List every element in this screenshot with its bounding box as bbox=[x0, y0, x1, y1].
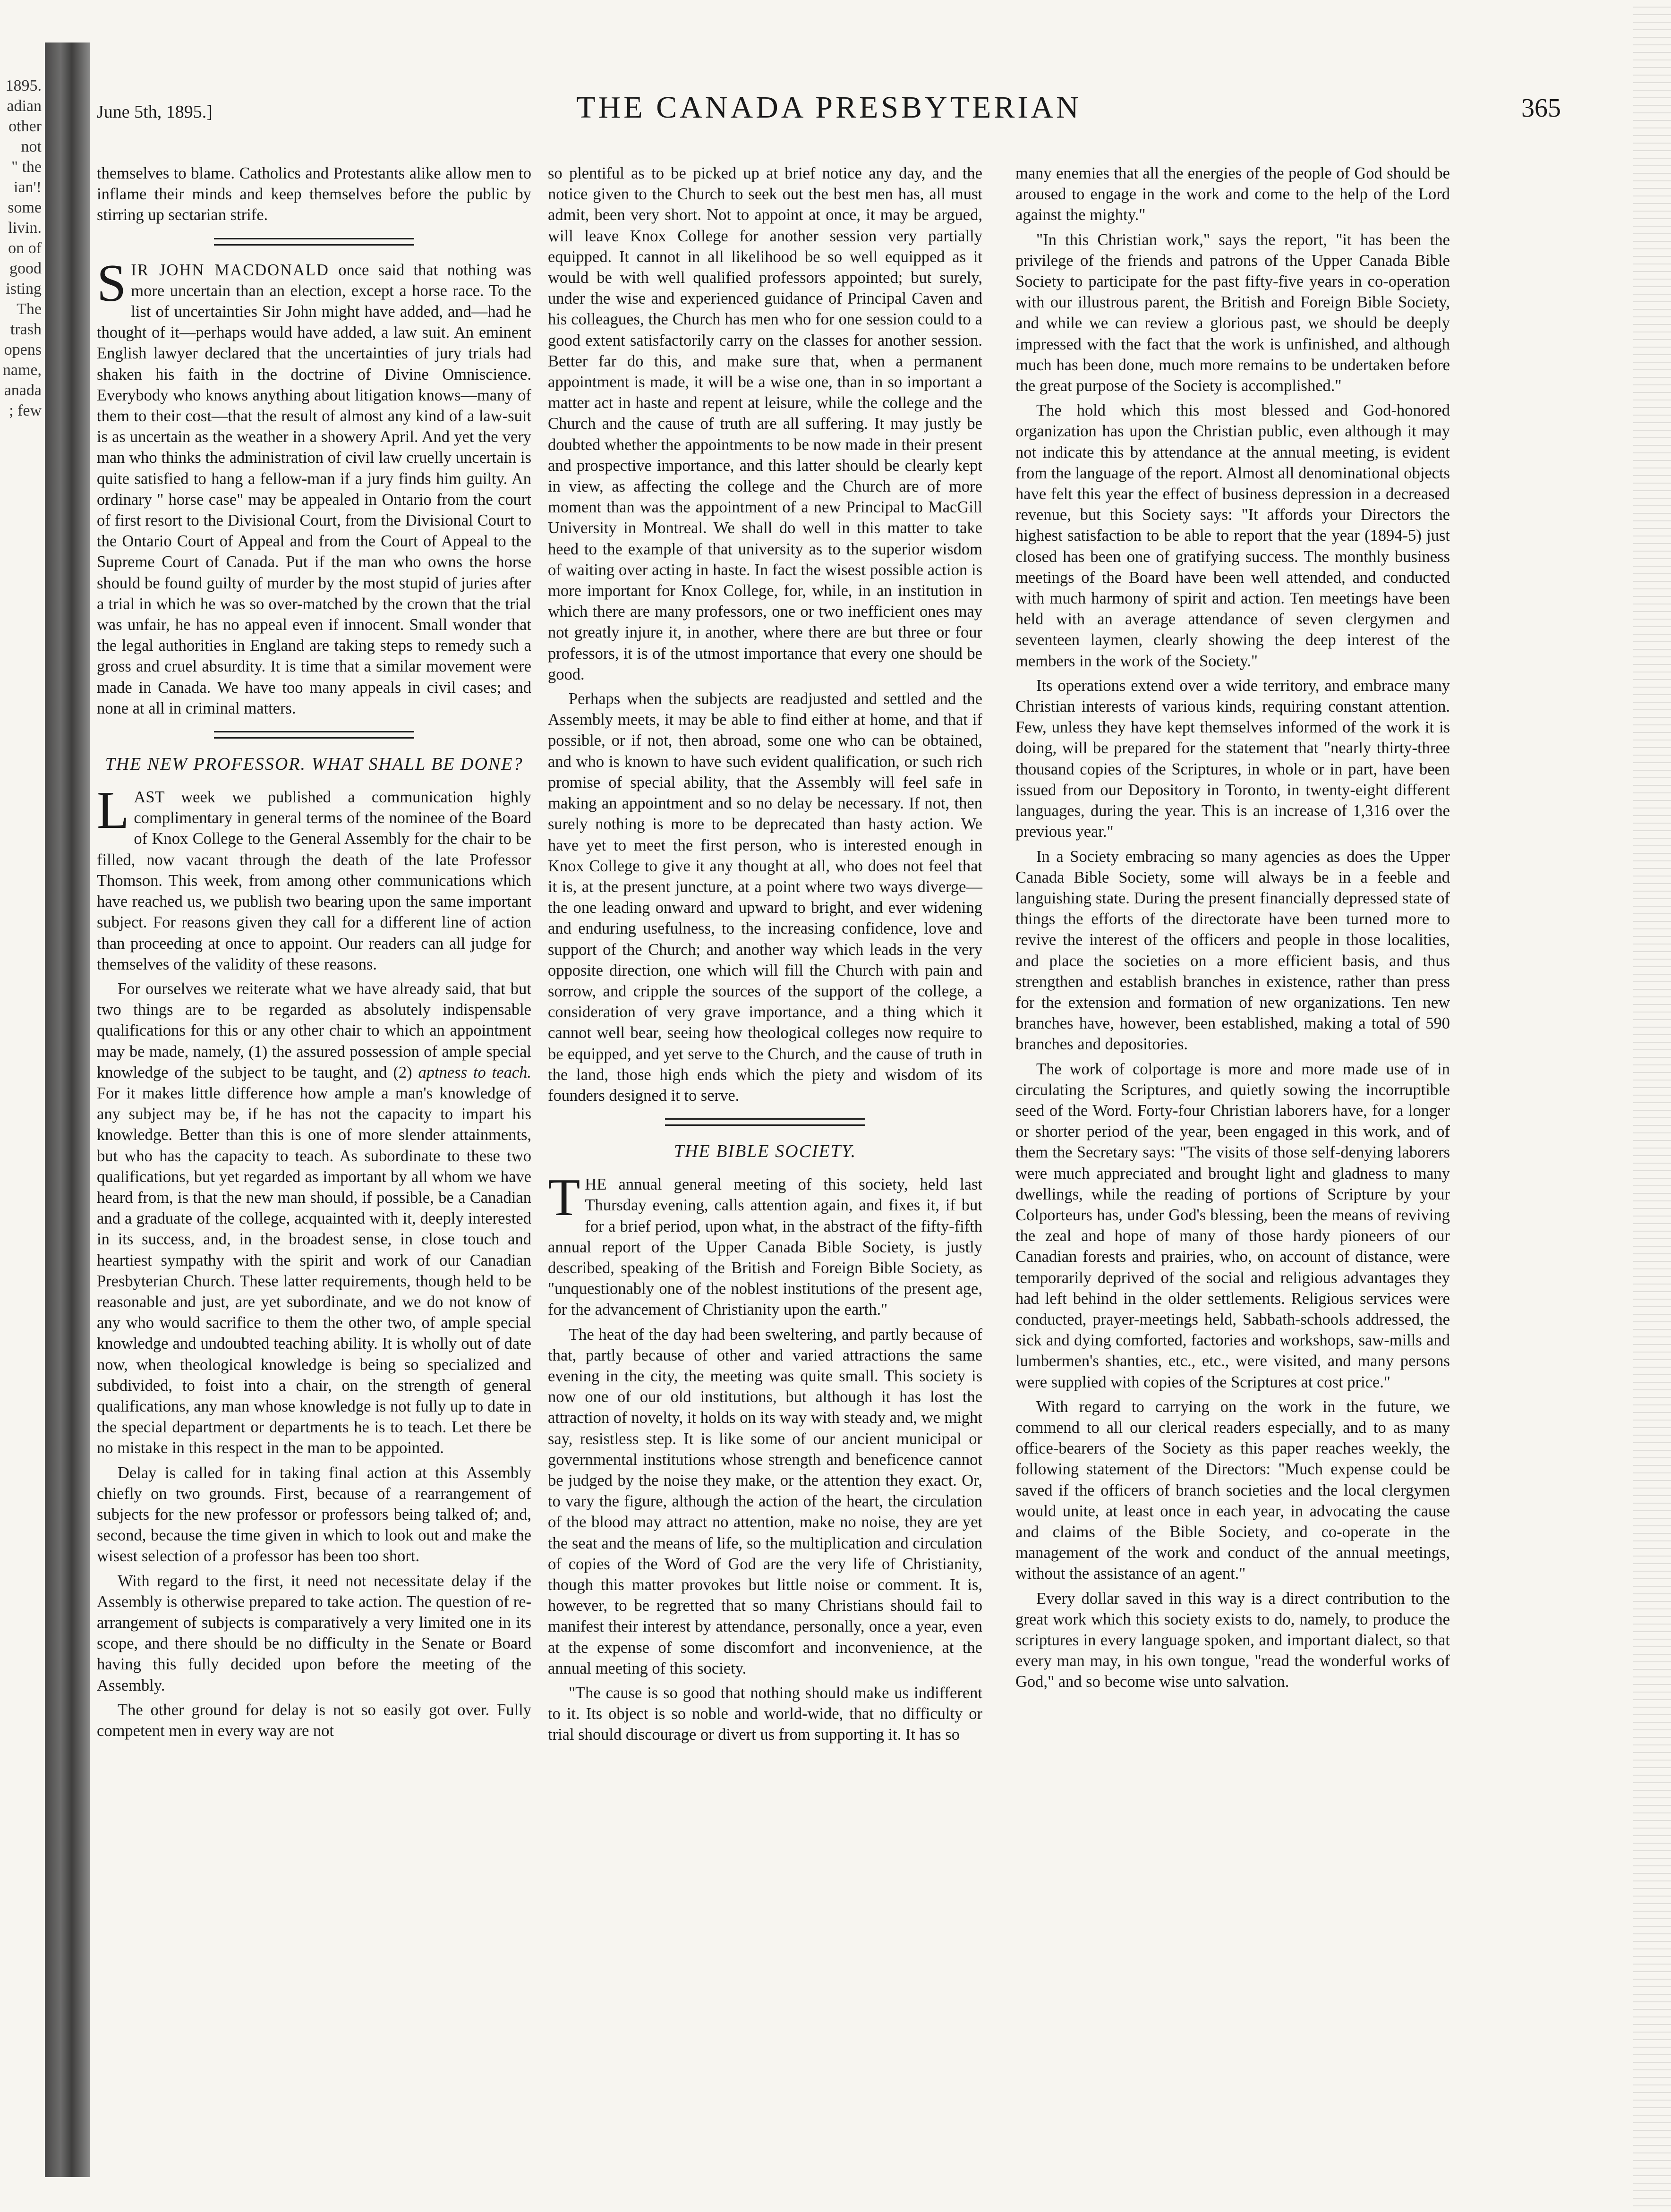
section-heading-bible-society: THE BIBLE SOCIETY. bbox=[674, 1141, 857, 1162]
paragraph-text: AST week we published a communication highly complimentary in general terms of the nominee of the Board of Knox College to the General Assembly for the chair to be filled, now vacant through the death of the late Professor Thomson. This week, from among other communications which have reached us, we publish two bearing upon the same important subject. For reasons given they call for a different line of action than proceeding at once to appoint. Our readers can all judge for themselves of the validity of these reasons. bbox=[97, 788, 531, 973]
bible-continuation-5: In a Society embracing so many agencies as does the Upper Canada Bible Society, some will always be in a feeble and languishing state. During the present financially depressed state of things the efforts of the directorate have been turned more to revive the interest of the officers and people in those localities, and place the societies on a more efficient basis, and thus strengthen and establish branches in existence, rather than press for the extension and formation of new organizations. Ten new branches have, however, been established, making a total of 590 branches and depositories. bbox=[1015, 847, 1450, 1054]
macdonald-paragraph bbox=[97, 254, 531, 719]
section-divider bbox=[665, 1118, 865, 1126]
bible-continuation-3: The hold which this most blessed and God-honored organization has upon the Christian public, even although it may not indicate this by attendance at the annual meeting, is evident from the language of the report. Almost all denominational objects have felt this year the effect of business depression in a decreased revenue, but this Society says: "It affords your Directors the highest satisfaction to be able to report that the year (1894-5) just closed has been one of gratifying success. The monthly business meetings of the Board have been well attended, and conducted with much harmony of spirit and action. Ten meetings have been held with an average attendance of seven clergymen and seventeen laymen, clearly showing the deep interest of the members in the work of the Society." bbox=[1015, 401, 1450, 670]
previous-page-fragment: adian bbox=[7, 97, 42, 115]
professor-continuation-2: Perhaps when the subjects are readjusted and settled and the Assembly meets, it may be able to find either at home, and that if possible, or if not, then abroad, some one who can be obtained, and who is known to have such evident qualification, or such rich promise of special ability, that the Assembly will feel safe in making an appointment and so no delay be necessary. If not, then surely nothing is more to be deprecated than hasty action. We have yet to meet the first person, who is interested enough in Knox College to give it any thought at all, who does not feel that it is, at the present juncture, at a point where two ways diverge—the one leading onward and upward to bright, and ever widening and enduring usefulness, to the increasing confidence, love and support of the Church; and another way which leads in the very opposite direction, one which will fill the Church with pain and sorrow, and cripple the sources of the support of the college, a consideration of very grave importance, and a thing which it cannot well bear, seeing how theological colleges now require to be equipped, and yet serve to the Church, and the cause of truth in the land, those high ends which the piety and wisdom of its founders designed it to serve. bbox=[548, 690, 982, 1105]
lead-in: IR JOHN MACDONALD bbox=[131, 261, 329, 279]
page-header bbox=[97, 87, 1561, 130]
paragraph-text: once said that nothing was more uncertain than an election, except a horse race. To the list of uncertainties Sir John might have added, and—had he thought of it—perhaps would have added, a law suit. An eminent English lawyer declared that the uncertainties of jury trials had shaken his faith in the doctrine of Divine Omniscience. Everybody who knows anything about litigation knows—many of them to their cost—that the result of almost any kind of a law-suit is as uncertain as the weather in a showery April. And yet the very man who thinks the administration of civil law cruelly uncertain is quite satisfied to hang a fellow-man if a jury finds him guilty. An ordinary " horse case" may be appealed in Ontario from the court of first resort to the Divisional Court, from the Divisional Court to the Ontario Court of Appeal and from the Court of Appeal to the Supreme Court of Canada. Put if the man who owns the horse should be found guilty of murder by the most stupid of juries after a trial in which he was so over-matched by the crown that the trial was unfair, he has no appeal even if innocent. Small wonder that the legal authorities in England are taking steps to remedy such a gross and cruel absurdity. It is time that a similar movement were made in Canada. We have too many appeals in civil cases; and none at all in criminal matters. bbox=[97, 261, 531, 717]
column-3 bbox=[1015, 163, 1450, 1696]
professor-paragraph-5: The other ground for delay is not so easily got over. Fully competent men in every way are not bbox=[97, 1701, 531, 1740]
page-binding-shadow bbox=[45, 43, 90, 2177]
professor-paragraph-1 bbox=[97, 781, 531, 975]
issue-date: June 5th, 1895.] bbox=[97, 102, 213, 122]
bible-continuation-7: With regard to carrying on the work in the future, we commend to all our clerical readers especially, and to as many office-bearers of the Society as this paper reaches weekly, the following statement of the Directors: "Much expense could be saved if the officers of branch societies and the local clergymen would unite, at least once in each year, in advocating the cause and claims of the Bible Society, and co-operate in the management of the work and conduct of the annual meetings, without the assistance of an agent." bbox=[1015, 1397, 1450, 1583]
previous-page-fragment: name, bbox=[2, 361, 42, 379]
previous-page-fragment: anada bbox=[4, 382, 42, 399]
professor-paragraph-4: With regard to the first, it need not necessitate delay if the Assembly is otherwise prepared to take action. The question of re-arrangement of subjects is comparatively a very limited one in its scope, and there should be no difficulty in the Senate or Board having this fully decided upon before the meeting of the Assembly. bbox=[97, 1572, 531, 1694]
section-divider bbox=[214, 238, 414, 246]
bible-continuation-2: "In this Christian work," says the report, "it has been the privilege of the friends and patrons of the Upper Canada Bible Society to participate for the past fifty-five years in co-operation with our illustrous parent, the British and Foreign Bible Society, and while we can review a glorious past, we should be deeply impressed with the fact that the work is unfinished, and although much has been done, much more remains to be undertaken before the great purpose of the Society is accomplished." bbox=[1015, 230, 1450, 395]
bible-continuation-6: The work of colportage is more and more made use of in circulating the Scriptures, and quietly sowing the incorruptible seed of the Word. Forty-four Christian laborers have, for a longer or shorter period of the year, been engaged in this work, and of them the Secretary says: "The visits of those self-denying laborers were much appreciated and brought light and gladness to many dwellings, while the reading of portions of Scripture by your Colporteurs has, under God's blessing, been the means of reviving the zeal and hope of many of those hardy pioneers of our Canadian forests and prairies, who, on account of distance, were temporarily deprived of the social and religious advantages they had left behind in the older settlements. Religious services were conducted, prayer-meetings held, Sabbath-schools addressed, the sick and dying comforted, factories and workshops, saw-mills and lumbermen's shanties, etc., etc., were visited, and many persons were supplied with copies of the Scriptures at cost price." bbox=[1015, 1060, 1450, 1391]
drop-cap: T bbox=[548, 1168, 580, 1227]
bible-paragraph-2: The heat of the day had been sweltering, and partly because of that, partly because of other and varied attractions the same evening in the city, the meeting was quite small. This society is now one of our old institutions, but although it has lost the attraction of novelty, it holds on its way with steady and, we might say, resistless step. It is like some of our ancient municipal or governmental institutions whose strength and beneficence cannot be judged by the noise they make, or the attention they exact. Or, to vary the figure, although the action of the heart, the circulation of the blood may attract no attention, make no noise, they are yet the seat and the means of life, so the multiplication and circulation of copies of the Word of God are the very life of Christianity, though this matter provokes but little noise or comment. It is, however, to be regretted that so many Christians should fail to manifest their interest by attendance, personally, once a year, even at the expense of some discomfort and inconvenience, at the annual meeting of this society. bbox=[548, 1325, 982, 1677]
column-1 bbox=[97, 163, 531, 1745]
previous-page-fragment: " the bbox=[11, 158, 42, 176]
bible-paragraph-3: "The cause is so good that nothing should make us indifferent to it. Its object is so noble and world-wide, that no difficulty or trial should discourage or divert us from supporting it. It has so bbox=[548, 1684, 982, 1744]
section-heading-new-professor: THE NEW PROFESSOR. WHAT SHALL BE DONE? bbox=[105, 754, 523, 774]
paragraph-text: HE annual general meeting of this society, held last Thursday evening, calls attention again, and fixes it, if but for a brief period, upon what, in the abstract of the fifty-fifth annual report of the Upper Canada Bible Society, is justly described, speaking of the British and Foreign Bible Society, as "unquestionably one of the noblest institutions of the present age, for the advancement of Christianity upon the earth." bbox=[548, 1175, 982, 1319]
intro-paragraph: themselves to blame. Catholics and Protestants alike allow men to inflame their minds and keep themselves before the public by stirring up sectarian strife. bbox=[97, 164, 531, 224]
bible-continuation-1: many enemies that all the energies of the people of God should be aroused to engage in the work and come to the help of the Lord against the mighty." bbox=[1015, 164, 1450, 224]
previous-page-fragment: ian'! bbox=[14, 179, 42, 196]
bible-continuation-4: Its operations extend over a wide territory, and embrace many Christian interests of various kinds, requiring constant attention. Few, unless they have kept themselves informed of the work it is doing, will be prepared for the statement that "nearly thirty-three thousand copies of the Scriptures, in whole or in part, have been issued from our Depository in Toronto, in twenty-eight different languages, during the year. This is an increase of 1,316 over the previous year." bbox=[1015, 676, 1450, 841]
professor-continuation-1: so plentiful as to be picked up at brief notice any day, and the notice given to the Church to seek out the best men has, all must admit, been very short. Not to appoint at once, it may be argued, will leave Knox College for another session very partially equipped. It cannot in all likelihood be so well equipped as it would be with well qualified professors appointed; but surely, under the wise and experienced guidance of Principal Caven and his colleagues, the Church has men who for one session could to a good extent satisfactorily carry on the classes for another session. Better far do this, and make sure that, when a permanent appointment is made, it will be a wise one, than in so important a matter act in haste and repent at leisure, while the college and the Church and the cause of truth are all suffering. It may justly be doubted whether the appointments to be now made in their present and prospective importance, and this latter should be clearly kept in view, as affecting the college and the Church are of more moment than was the appointment of a new Principal to MacGill University in Montreal. We shall do well in this matter to take heed to the example of that university as to the superior wisdom of waiting over acting in haste. In fact the wisest possible action is more important for Knox College, for, while, in an institution in which there are many professors, one or two inefficient ones may not greatly injure it, in another, where there are but three or four professors, it is of the utmost importance that every one should be good. bbox=[548, 164, 982, 683]
drop-cap: L bbox=[97, 781, 129, 840]
page-number: 365 bbox=[1521, 94, 1561, 123]
previous-page-fragment: other bbox=[9, 118, 42, 135]
professor-paragraph-2: For ourselves we reiterate what we have already said, that but two things are to be regarded as absolutely indispensable qualifications for this or any other chair to which an appointment may be made, namely, (1) the assured possession of ample special knowledge of the subject to be taught, and (2) aptness to teach. For it makes little difference how ample a man's knowledge of any subject may be, if he has not the capacity to impart his knowledge. Better than this is one of more slender attainments, but who has the capacity to teach. As subordinate to these two qualifications, but yet regarded as important by all whom we have heard from, is that the new man should, if possible, be a Canadian and a graduate of the college, acquainted with it, deeply interested in its success, and, in the broadest sense, in close touch and heartiest sympathy with the spirit and work of our Canadian Presbyterian Church. These latter requirements, though held to be reasonable and just, are yet subordinate, and we do not know of any who would sacrifice to them the other two, of ample special knowledge and undoubted teaching ability. It is wholly out of date now, when theological knowledge is being so specialized and subdivided, to foist into a chair, on the strength of general qualifications, any man whose knowledge is not fully up to date in the special department or departments he is to teach. Let there be no mistake in this respect in the man to be appointed. bbox=[97, 979, 532, 1457]
previous-page-fragment: trash bbox=[10, 321, 42, 338]
right-margin-noise bbox=[1633, 0, 1671, 2212]
previous-page-fragment: ; few bbox=[9, 402, 42, 419]
professor-paragraph-3: Delay is called for in taking final action at this Assembly chiefly on two grounds. First, because of a rearrangement of subjects for the new professor or professors being talked of; and, second, because the time given in which to look out and make the wisest selection of a professor has been too short. bbox=[97, 1463, 531, 1565]
previous-page-fragment: The bbox=[17, 300, 42, 318]
previous-page-fragment: not bbox=[21, 138, 42, 155]
italic-phrase: aptness to teach. bbox=[418, 1063, 532, 1081]
previous-page-fragment: opens bbox=[4, 341, 42, 358]
bible-continuation-8: Every dollar saved in this way is a direct contribution to the great work which this society exists to do, namely, to produce the scriptures in every language spoken, and important dialect, so that every man may, in his own tongue, "read the wonderful works of God," and so become wise unto salvation. bbox=[1015, 1589, 1450, 1691]
previous-page-fragment: on of bbox=[8, 239, 42, 257]
bible-paragraph-1 bbox=[548, 1168, 982, 1320]
previous-page-fragment: good bbox=[9, 260, 42, 277]
previous-page-fragment: 1895. bbox=[5, 77, 42, 94]
section-divider bbox=[214, 731, 414, 739]
previous-page-fragment: livin. bbox=[8, 219, 42, 237]
newspaper-title: THE CANADA PRESBYTERIAN bbox=[576, 90, 1082, 125]
column-2 bbox=[548, 163, 982, 1749]
previous-page-fragment: some bbox=[8, 199, 42, 216]
previous-page-fragment: isting bbox=[6, 280, 42, 298]
drop-cap: S bbox=[97, 254, 127, 313]
previous-page-edge-text bbox=[0, 76, 42, 421]
